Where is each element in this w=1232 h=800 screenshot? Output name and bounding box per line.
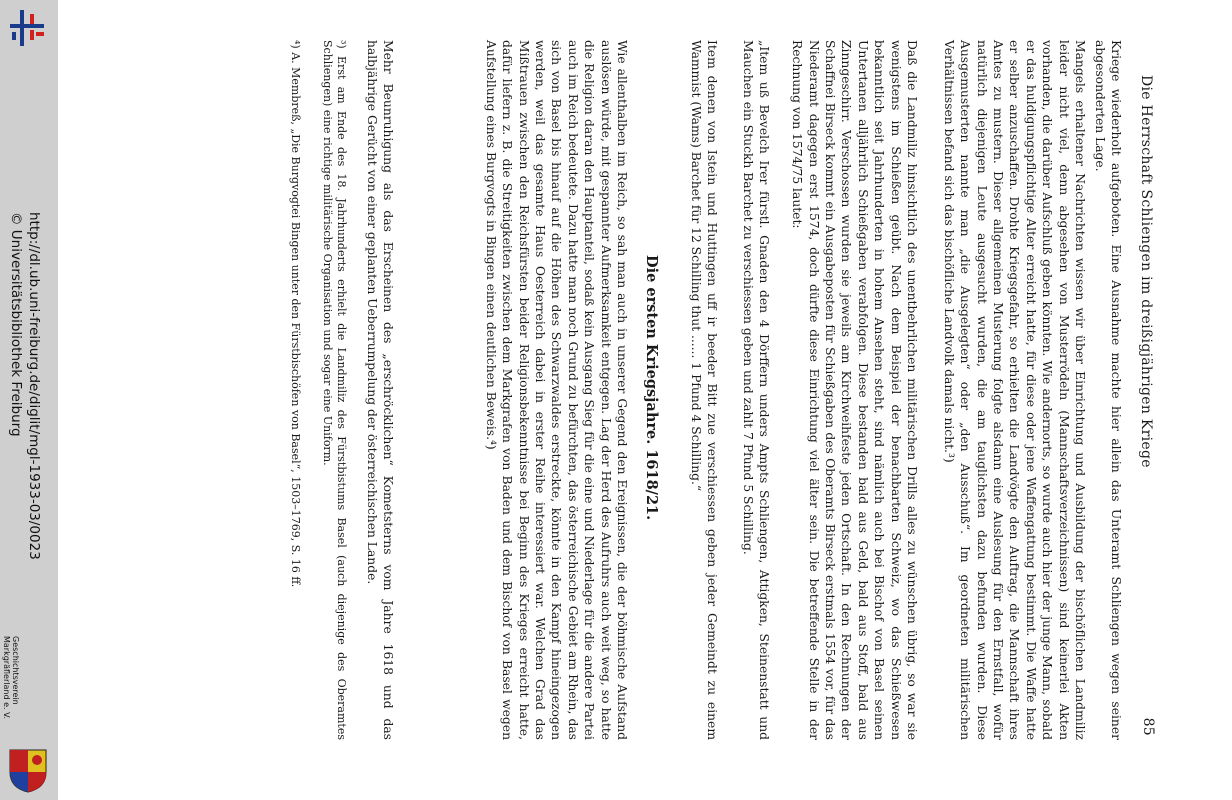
section-paragraph-1: Wie allenthalben im Reich, so sah man auch in unserer Gegend den Ereignissen, die der böhmische Aufstand auslösen würde, mit gespannter Aufmerksamkeit entgegen. Lag der Herd des Aufruhrs auch weit weg, so hatte die Religion daran den Hauptanteil, sodaß kein Ausgang Sieg für die eine und Niederlage für die andere Partei auch im Reich bedeutete. Dazu hatte man noch Grund zu befürchten, das österreichische Gebiet am Rhein, das sich von Basel bis hinauf auf die Höhen des Schwarzwaldes erstreckte, könnte in den Kampf hineingezogen werden, weil das gesamte Haus Oesterreich dabei in erster Reihe interessiert war. Welchen Grad das Mißtrauen zwischen den Reichsfürsten beider Religionsbekenntnisse bei Beginn des Krieges erreicht hatte, dafür liefern z. B. die Streitigkeiten zwischen dem Markgrafen von Baden und dem Bischof von Basel wegen Aufstellung eines Burgvogts in Bingen einen deutlichen Beweis.⁴) xyxy=(483,40,629,740)
paragraph-3: Daß die Landmiliz hinsichtlich des unentbehrlichen militärischen Drills alles zu wünschen übrig, so war sie wenigstens im Schießen geübt. Nach dem Beispiel der benachbarten Schweiz, wo das Schießwesen bekanntlich seit Jahrhunderten in hohem Ansehen steht, sind nämlich auch bei Bischof von Basel seinen Untertanen alljährlich Schießgaben verabfolgen. Diese bestanden bald aus Geld, bald aus Stoff, bald aus Zinngeschirr. Verschossen wurden sie jeweils am Kirchweihfeste jeden Ortschaft. In den Rechnungen der Schaffnei Birseck kommt ein Ausgabeposten für Schießgaben des Oberamts Birseck erstmals 1554 vor, für das Niederamt dagegen erst 1574, doch dürfte diese Einrichtung viel älter sein. Die betreffende Stelle in der Rechnung von 1574/75 lautet: xyxy=(790,40,919,740)
sidebar xyxy=(0,0,58,800)
page-number: 85 xyxy=(1140,717,1156,736)
coat-of-arms-icon xyxy=(4,746,52,794)
document-url[interactable]: http://dl.ub.uni-freiburg.de/diglit/mgl-1933-03/0023 xyxy=(26,212,42,560)
footnote-4: ⁴) A. Membreß, „Die Burgvogtei Bingen unter den Fürstbischöfen von Basel“, 1503–1769, S. 16 ff. xyxy=(289,40,302,588)
paragraph-2: Mangels erhaltener Nachrichten wissen wir über Einrichtung und Ausbildung der bischöflichen Landmiliz leider nicht viel, denn abgesehen von Musterrödeln (Mannschaftsverzeichnissen) sind keinerlei Akten vorhanden, die darüber Aufschluß geben könnten. Wie andernorts, so wurde auch hier der junge Mann, sobald er das huldigungspflichtige Alter erreicht hatte, für diese oder jene Waffengattung bestimmt. Die Waffe hatte er selber anzuschaffen. Drohte Kriegsgefahr, so erhielten die Landvögte den Auftrag, die Mannschaft ihres Amtes zu mustern. Dieser allgemeinen Musterung folgte alsdann eine Auslesung für den Ernstfall, wofür natürlich diejenigen Leute ausgesucht wurden, die am tauglichsten dazu befunden wurden. Diese Ausgemusterten nannte man „die Ausgelegten“ oder „den Ausschuß“. Im geordneten militärischen Verhältnissen befand sich das bischöfliche Landvolk damals nicht.³) xyxy=(941,40,1087,740)
paragraph-1: Kriege wiederholt aufgeboten. Eine Ausnahme machte hier allein das Unteramt Schliengen wegen seiner abgesonderten Lage. xyxy=(1092,40,1123,740)
page-header xyxy=(1132,20,1160,770)
scanned-page xyxy=(80,20,1160,770)
society-name-line2: Markgräflerland e. V. xyxy=(2,636,11,720)
paragraph-5: Item denen von Istein und Huttingen uff ir beeder Bitt zue verschiessen geben jeder Gemeindt zu einem Wammist (Wams) Barchet für 12 Schilling thut ...... 1 Pfund 4 Schilling.“ xyxy=(688,40,719,740)
paragraph-4: „Item uß Bevelch Irer fürstl. Gnaden den 4 Dörffern unders Ampts Schliengen, Attigken, Steinenstatt und Mauchen ein Stuckh Barchet zu verschiessen geben und zahlt 7 Pfund 5 Schilling. xyxy=(740,40,771,740)
running-title: Die Herrschaft Schliengen im dreißigjährigen Kriege xyxy=(1138,75,1154,468)
society-name-line1: Geschichtsverein xyxy=(11,636,20,705)
footnote-3: ³) Erst am Ende des 18. Jahrhunderts erhielt die Landmiliz des Fürstbistums Basel (auch diejenige des Oberamtes Schliengen) eine richtige militärische Organisation und sogar eine Uniform. xyxy=(321,40,348,740)
section-heading: Die ersten Kriegsjahre. 1618/21. xyxy=(643,255,660,521)
ub-freiburg-logo-icon xyxy=(6,8,48,48)
copyright-text: © Universitätsbibliothek Freiburg xyxy=(8,212,24,437)
section-paragraph-2: Mehr Beunruhigung als das Erscheinen des „erschröcklichen“ Kometsterns vom Jahre 1618 und das halbjährige Gerücht von einer geplanten Ueberrumpelung der österreichischen Lande. xyxy=(364,40,395,740)
